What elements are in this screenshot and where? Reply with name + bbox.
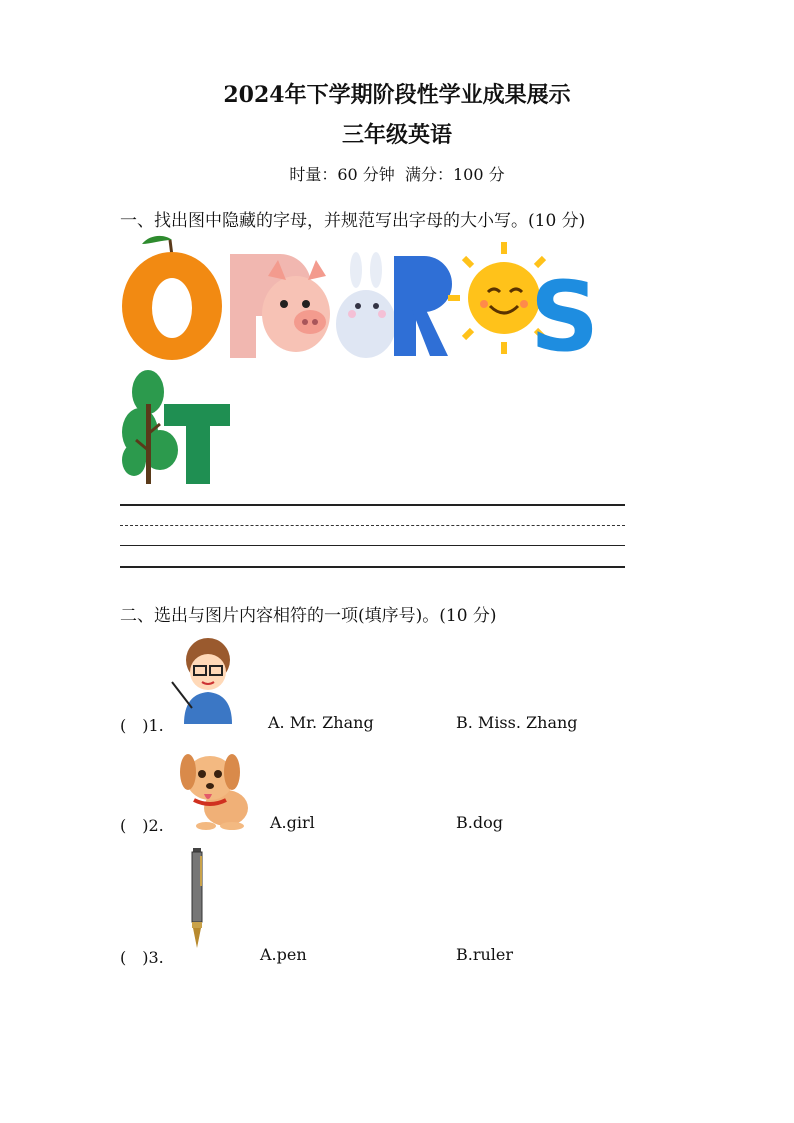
- writing-line-3: [120, 545, 625, 546]
- writing-line-2: [120, 525, 625, 526]
- section2-heading: 二、选出与图片内容相符的一项(填序号)。(10 分): [120, 606, 497, 626]
- question-3-option-b: B.ruler: [456, 945, 514, 964]
- letter-p: P: [230, 360, 231, 361]
- hidden-letters-picture: [120, 236, 600, 373]
- question-1-number: ( )1.: [120, 716, 164, 735]
- letter-t: T: [164, 482, 165, 483]
- question-2-option-a: A.girl: [270, 813, 315, 832]
- question-3-option-a: A.pen: [260, 945, 307, 964]
- letter-s-shape: [530, 261, 599, 373]
- letter-r-shape: [394, 256, 452, 361]
- writing-line-1: [120, 504, 625, 506]
- tree-letter-picture: [120, 364, 232, 484]
- pig-icon: [230, 254, 330, 361]
- question-2-number: ( )2.: [120, 816, 164, 835]
- section1-heading: 一、找出图中隐藏的字母，并规范写出字母的大小写。(10 分): [120, 211, 586, 231]
- question-3-number: ( )3.: [120, 948, 164, 967]
- page-subtitle: 三年级英语: [341, 122, 452, 148]
- dog-icon: [176, 742, 256, 830]
- time-limit: 时量：60 分钟: [289, 165, 395, 184]
- rabbit-icon: [336, 252, 396, 358]
- question-1-option-b: B. Miss. Zhang: [456, 713, 578, 732]
- writing-line-4: [120, 566, 625, 568]
- letter-s: S: [530, 261, 600, 373]
- full-score: 满分：100 分: [404, 165, 505, 184]
- question-1-option-a: A. Mr. Zhang: [268, 713, 374, 732]
- teacher-icon: [170, 636, 240, 726]
- tree-icon: [122, 370, 178, 484]
- letter-r: R: [394, 360, 395, 361]
- page-title: 2024年下学期阶段性学业成果展示: [223, 82, 571, 108]
- pen-icon: [188, 848, 206, 950]
- question-2-option-b: B.dog: [456, 813, 503, 832]
- orange-icon: [120, 236, 222, 361]
- exam-meta: [0, 162, 794, 185]
- letter-o: O: [120, 360, 121, 361]
